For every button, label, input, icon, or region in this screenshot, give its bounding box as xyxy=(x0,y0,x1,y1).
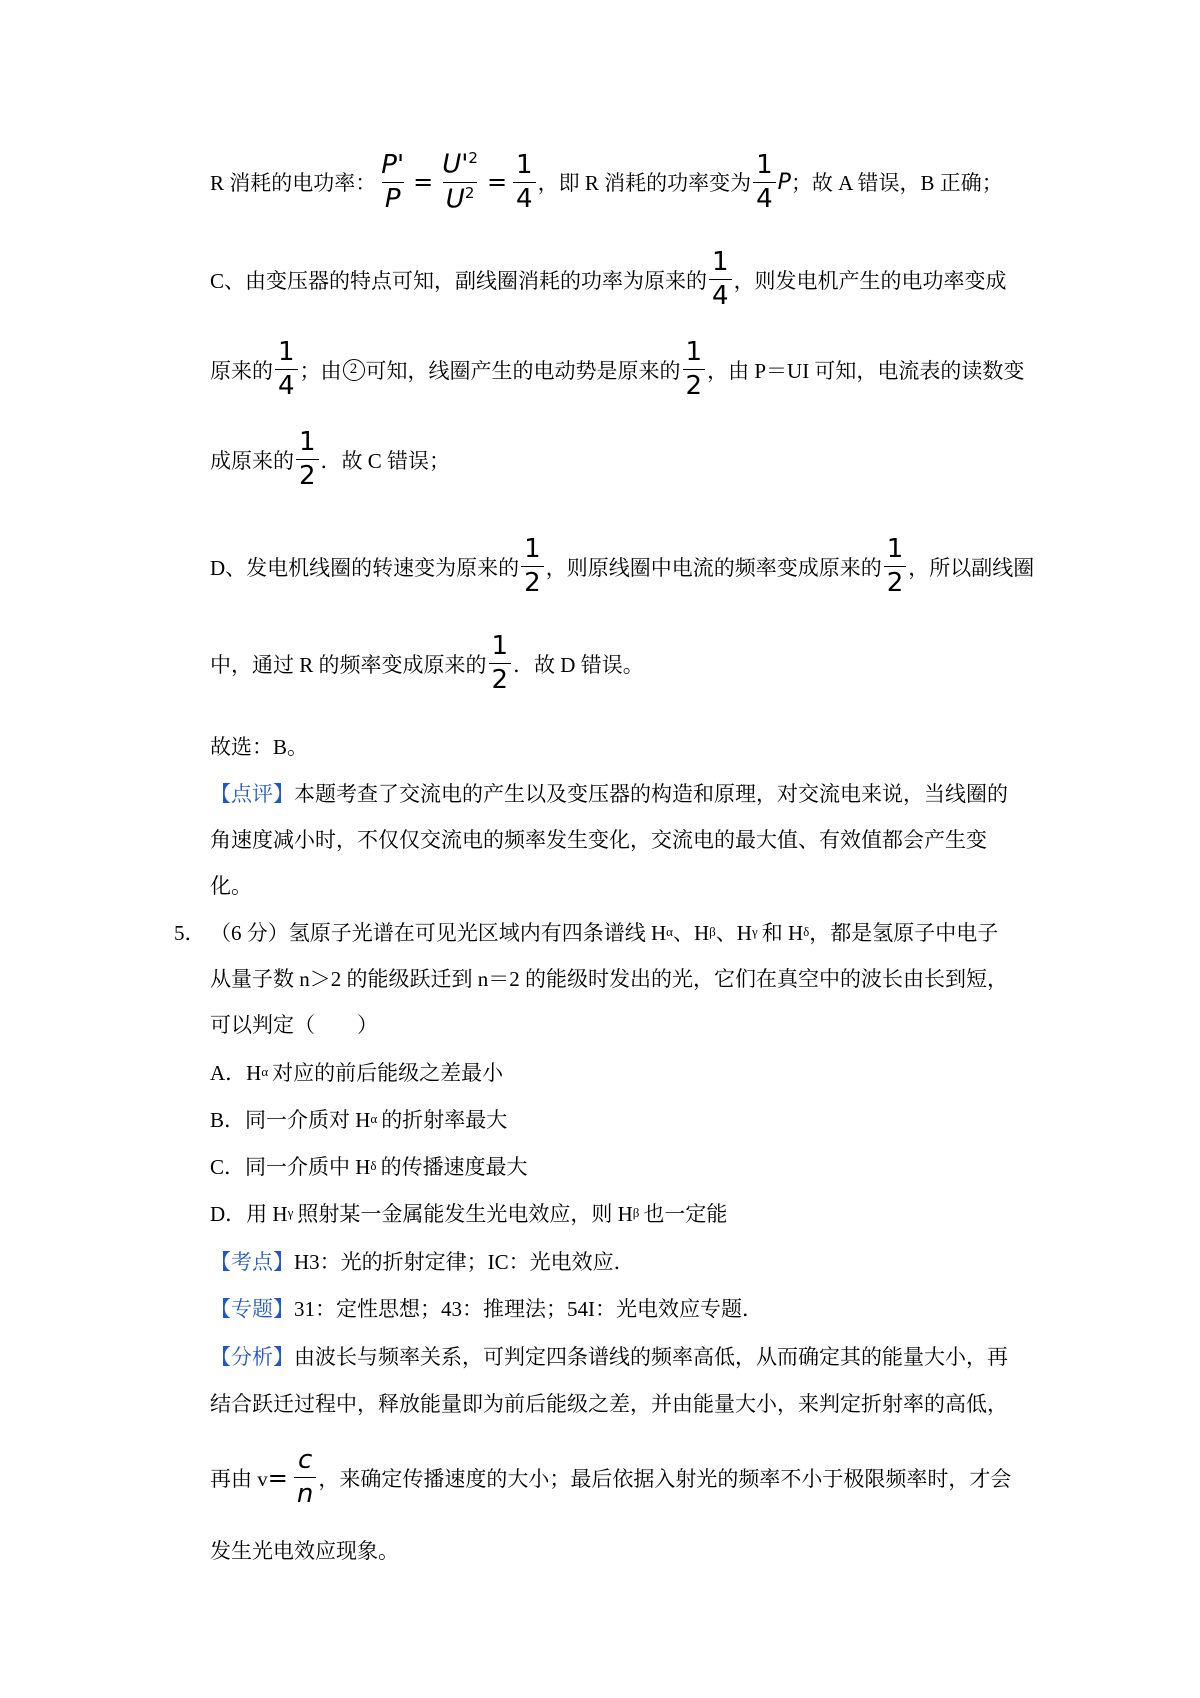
option-c xyxy=(210,1151,528,1181)
text: H3：光的折射定律；IC：光电效应． xyxy=(294,1250,635,1274)
text: ．故 D 错误。 xyxy=(513,652,644,677)
subscript: γ xyxy=(751,924,758,939)
fraction-half: $\frac{1}{2}$ xyxy=(521,535,544,598)
fraction-quarter: $\frac{1}{4}$ xyxy=(709,248,732,311)
subscript: δ xyxy=(370,1158,377,1173)
subscript: γ xyxy=(287,1205,294,1220)
text: 的传播速度最大 xyxy=(380,1155,528,1179)
fraction-quarter: $\frac{1}{4}$ xyxy=(275,338,298,401)
option-c-explanation-line2 xyxy=(210,338,1024,401)
text: 本题考查了交流电的产生以及变压器的构造和原理，对交流电来说，当线圈的 xyxy=(294,782,1008,806)
text: 可以判定（ ） xyxy=(210,1013,378,1037)
text: 从量子数 n＞2 的能级跃迁到 n＝2 的能级时发出的光，它们在真空中的波长由长到短， xyxy=(210,967,1008,991)
answer-text: 故选：B。 xyxy=(210,735,309,759)
text: ，由 P＝UI 可知，电流表的读数变 xyxy=(707,358,1025,383)
option-d-explanation-line1 xyxy=(210,535,1034,598)
topic-line xyxy=(210,1293,763,1323)
text: 再由 v xyxy=(210,1466,268,1491)
text: 成原来的 xyxy=(210,448,294,473)
comment-tag: 【点评】 xyxy=(210,782,294,806)
text: ，即 R 消耗的功率变为 xyxy=(537,171,752,196)
fraction-half: $\frac{1}{2}$ xyxy=(683,338,706,401)
analysis-line4 xyxy=(210,1535,399,1565)
subscript: β xyxy=(632,1205,640,1220)
analysis-line3 xyxy=(210,1446,1011,1509)
question-stem-line3 xyxy=(210,1009,378,1039)
analysis-line2 xyxy=(210,1388,1008,1418)
text: 31：定性思想；43：推理法；54I：光电效应专题． xyxy=(294,1297,763,1321)
text: ，所以副线圈 xyxy=(908,555,1035,580)
text: ，则原线圈中电流的频率变成原来的 xyxy=(545,555,882,580)
text: 、H xyxy=(715,921,752,945)
text: 原来的 xyxy=(210,358,273,383)
text: R 消耗的电功率： xyxy=(210,171,377,196)
fraction-half: $\frac{1}{2}$ xyxy=(489,632,512,695)
equals-sign: = xyxy=(267,1463,288,1492)
fraction-half: $\frac{1}{2}$ xyxy=(296,428,319,491)
key-point-line xyxy=(210,1246,635,1276)
text: 照射某一金属能发生光电效应，则 H xyxy=(297,1202,633,1226)
text: D．用 H xyxy=(210,1202,288,1226)
subscript: δ xyxy=(803,924,810,939)
text: ．故 C 错误； xyxy=(320,448,451,473)
subscript: α xyxy=(370,1111,378,1126)
text: ，则发电机产生的电功率变成 xyxy=(733,268,1007,293)
text: 由波长与频率关系，可判定四条谱线的频率高低，从而确定其的能量大小，再 xyxy=(294,1345,1008,1369)
subscript: β xyxy=(709,924,716,939)
text: A．H xyxy=(210,1061,262,1085)
option-c-explanation-line1 xyxy=(210,248,1007,311)
topic-tag: 【专题】 xyxy=(210,1297,294,1321)
question-stem-line2 xyxy=(210,963,1008,993)
equals-sign: = xyxy=(486,168,508,197)
variable-p: P xyxy=(777,169,791,195)
subscript: α xyxy=(261,1064,269,1079)
option-c-explanation-line3 xyxy=(210,428,450,491)
option-b xyxy=(210,1104,507,1134)
comment-line2 xyxy=(210,824,987,854)
option-d-explanation-line2 xyxy=(210,632,644,695)
text: C．同一介质中 H xyxy=(210,1155,371,1179)
text: 化。 xyxy=(210,874,252,898)
analysis-tag: 【分析】 xyxy=(210,1345,294,1369)
text: ，都是氢原子中电子 xyxy=(809,921,999,945)
text: 中，通过 R 的频率变成原来的 xyxy=(210,652,487,677)
equals-sign: = xyxy=(413,168,434,197)
question-stem-line1 xyxy=(210,917,998,947)
text: ；由 xyxy=(299,358,342,383)
text: 可知，线圈产生的电动势是原来的 xyxy=(365,358,681,383)
fraction-u-ratio: $\frac{U'^2}{U^2}$ xyxy=(442,149,478,215)
text: D、发电机线圈的转速变为原来的 xyxy=(210,555,520,580)
text: 发生光电效应现象。 xyxy=(210,1539,399,1563)
circled-number-2: 2 xyxy=(343,359,365,381)
fraction-quarter: $\frac{1}{4}$ xyxy=(753,151,776,214)
analysis-line1 xyxy=(210,1341,1008,1371)
fraction-quarter: $\frac{1}{4}$ xyxy=(513,151,536,214)
text: 和 H xyxy=(761,921,804,945)
fraction-half: $\frac{1}{2}$ xyxy=(884,535,907,598)
option-a xyxy=(210,1057,503,1087)
comment-line1 xyxy=(210,778,1008,808)
text: 结合跃迁过程中，释放能量即为前后能级之差，并由能量大小，来判定折射率的高低， xyxy=(210,1392,1008,1416)
text: 对应的前后能级之差最小 xyxy=(272,1061,504,1085)
text: 、H xyxy=(672,921,710,945)
power-ratio-line xyxy=(210,150,1003,215)
key-point-tag: 【考点】 xyxy=(210,1250,294,1274)
subscript: α xyxy=(666,924,673,939)
option-d xyxy=(210,1198,727,1228)
text: ；故 A 错误，B 正确； xyxy=(790,171,1003,196)
question-number: 5． xyxy=(174,921,206,945)
text: 的折射率最大 xyxy=(381,1108,508,1132)
text: （6 分）氢原子光谱在可见光区域内有四条谱线 H xyxy=(210,921,667,945)
text: 角速度减小时，不仅仅交流电的频率发生变化，交流电的最大值、有效值都会产生变 xyxy=(210,828,987,852)
text: 也一定能 xyxy=(643,1202,728,1226)
answer-line xyxy=(210,731,308,761)
text: C、由变压器的特点可知，副线圈消耗的功率为原来的 xyxy=(210,268,708,293)
text: B．同一介质对 H xyxy=(210,1108,371,1132)
text: ，来确定传播速度的大小；最后依据入射光的频率不小于极限频率时，才会 xyxy=(318,1466,1012,1491)
comment-line3 xyxy=(210,870,252,900)
fraction-c-over-n: $\frac{c}{n}$ xyxy=(294,1446,316,1509)
fraction-p-ratio: $\frac{P'}{P}$ xyxy=(381,149,405,214)
